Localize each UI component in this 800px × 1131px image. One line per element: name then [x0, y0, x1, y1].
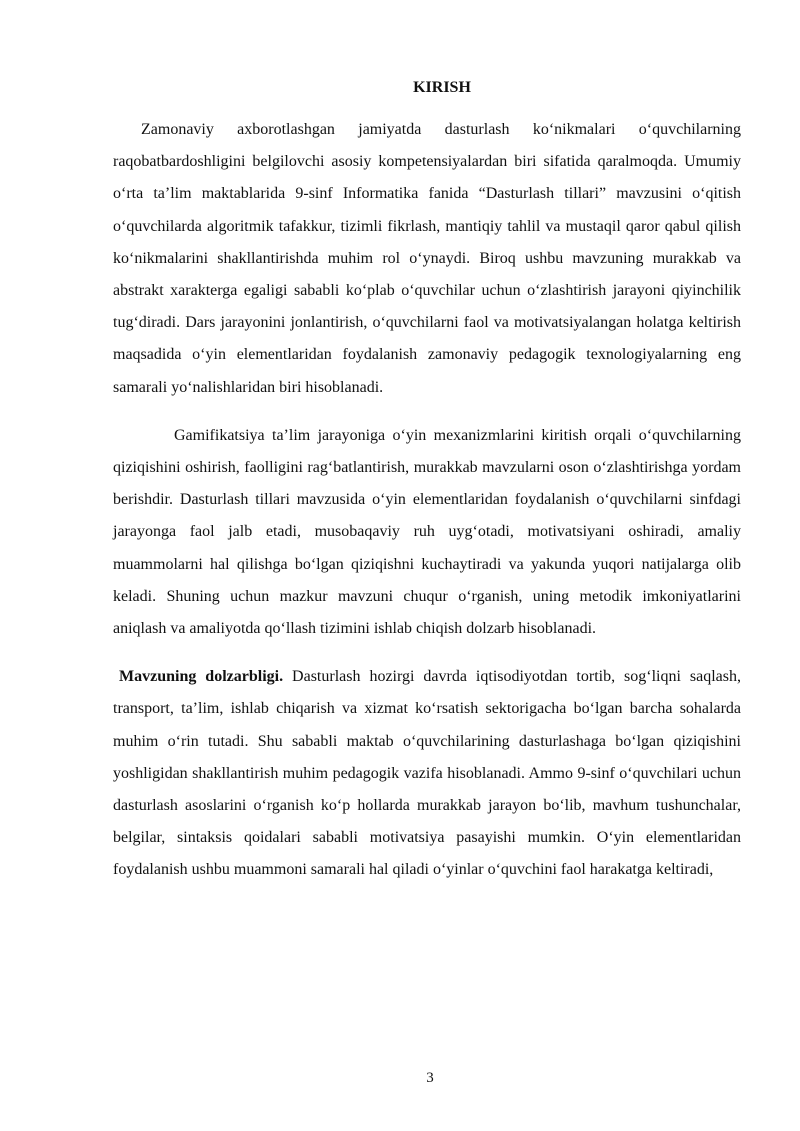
page-number: 3: [426, 1070, 434, 1086]
page-content: [113, 72, 741, 887]
paragraph-relevance: [113, 661, 741, 886]
paragraph-lead-heading: Mavzuning dolzarbligi.: [119, 668, 284, 686]
section-title: KIRISH: [413, 79, 471, 96]
paragraph-relevance-text: Dasturlash hozirgi davrda iqtisodiyotdan tortib, sog‘liqni saqlash, transport, ta’lim, ishlab chiqarish va xizmat ko‘rsatish sektorigacha bo‘lgan barcha sohalarda muhim o‘rin tutadi. Shu sababli maktab o‘quvchilarining dasturlashaga bo‘lgan qiziqishini yoshligidan shakllantirish muhim pedagogik vazifa hisoblanadi. Ammo 9-sinf o‘quvchilari uchun dasturlash asoslarini o‘rganish ko‘p hollarda murakkab jarayon bo‘lib, mavhum tushunchalar, belgilar, sintaksis qoidalari sababli motivatsiya pasayishi mumkin. O‘yin elementlaridan foydalanish ushbu muammoni samarali hal qiladi o‘yinlar o‘quvchini faol harakatga keltiradi,: [113, 668, 742, 879]
paragraph-intro: Zamonaviy axborotlashgan jamiyatda dasturlash ko‘nikmalari o‘quvchilarning raqobatbardoshligini belgilovchi asosiy kompetensiyalardan biri sifatida qaralmoqda. Umumiy o‘rta ta’lim maktablarida 9-sinf Informatika fanida “Dasturlash tillari” mavzusini o‘qitish o‘quvchilarda algoritmik tafakkur, tizimli fikrlash, mantiqiy tahlil va mustaqil qaror qabul qilish ko‘nikmalarini shakllantirishda muhim rol o‘ynaydi. Biroq ushbu mavzuning murakkab va abstrakt xarakterga egaligi sababli ko‘plab o‘quvchilar uchun o‘zlashtirish jarayoni qiyinchilik tug‘diradi. Dars jarayonini jonlantirish, o‘quvchilarni faol va motivatsiyalangan holatga keltirish maqsadida o‘yin elementlaridan foydalanish zamonaviy pedagogik texnologiyalarning eng samarali yo‘nalishlaridan biri hisoblanadi.: [113, 121, 741, 396]
paragraph-gamification: Gamifikatsiya ta’lim jarayoniga o‘yin mexanizmlarini kiritish orqali o‘quvchilarning qiziqishini oshirish, faolligini rag‘batlantirish, murakkab mavzularni oson o‘zlashtirishga yordam berishdir. Dasturlash tillari mavzusida o‘yin elementlaridan foydalanish o‘quvchilarni sinfdagi jarayonga faol jalb etadi, musobaqaviy ruh uyg‘otadi, motivatsiyani oshiradi, amaliy muammolarni hal qilishga bo‘lgan qiziqishni kuchaytiradi va yakunda yuqori natijalarga olib keladi. Shuning uchun mazkur mavzuni chuqur o‘rganish, uning metodik imkoniyatlarini aniqlash va amaliyotda qo‘llash tizimini ishlab chiqish dolzarb hisoblanadi.: [113, 426, 741, 638]
